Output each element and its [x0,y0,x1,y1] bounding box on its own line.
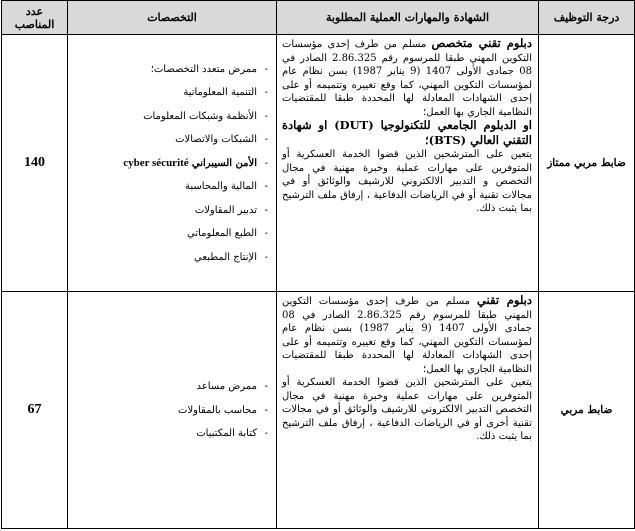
specialty-item [72,180,268,193]
specialty-text: الإنتاج المطبعي [194,251,257,263]
positions-count: 140 [2,35,68,292]
specialty-text: الطبع المعلوماتي [187,228,257,239]
specialty-text: كتابة المكتبيات [196,428,257,439]
specialty-text: التنمية المعلوماتية [183,87,257,98]
specialty-text: الأنظمة وشبكات المعلومات [143,110,257,122]
header-qualifications: الشهادة والمهارات العملية المطلوبة [277,1,539,35]
specialty-item [72,63,268,76]
diploma-title: دبلوم تقني [476,293,532,307]
header-count [2,1,68,35]
specialty-item [72,427,268,440]
qualification-condition: يتعين على المترشحين الذين قضوا الخدمة العسكرية أو المتوفرين على مهارات عملية وخبرة مهنية في مجال التخصص التدبير الالكتروني للارشيف والوثائق أو في مجالات تقنية أخرى أو في الرياضات الدفاعية ، إرفاق ملف الترشيح بما يثبت ذلك. [282,377,532,442]
specialties-cell [68,292,277,529]
table-row [2,35,635,292]
grade-cell: ضابط مربي [539,292,635,529]
specialty-item [72,251,268,264]
specialty-text: تدبير المقاولات [194,204,257,216]
specialties-cell [68,35,277,292]
recruitment-table [1,0,635,529]
specialty-latin-text: cyber sécurité [123,156,189,169]
grade-cell: ضابط مربي ممتاز [539,35,635,292]
specialty-text: محاسب بالمقاولات [178,404,257,416]
specialty-item [72,110,268,123]
diploma-description: مسلم من طرف إحدى مؤسسات التكوين المهني طبقا للمرسوم رقم 2.86.325 الصادر في 08 جمادى الأولى 1407 (9 يناير 1987) بسن نظام عام لمؤسسات التكوين المهني، كما وقع تغييره وتتميمه أو على إحدى الشهادات المعادلة لها المحددة طبقا للمقتضيات النظامية الجاري بها العمل؛ [282,39,532,118]
diploma-description: مسلم من طرف إحدى مؤسسات التكوين المهني طبقا للمرسوم رقم 2.86.325 الصادر في 08 جمادى الأولى 1407 (9 يناير 1987) بسن نظام عام لمؤسسات التكوين المهني، كما وقع تغييره وتتميمه أو على إحدى الشهادات المعادلة لها المحددة طبقا للمقتضيات النظامية الجاري بها العمل؛ [282,296,532,375]
header-count-line1: عدد [25,4,44,18]
qualifications-cell [277,35,539,292]
specialties-list [72,380,268,440]
diploma-title: دبلوم تقني متخصص [431,36,532,50]
specialty-item [72,133,268,146]
specialty-item [72,380,268,393]
qualification-main [282,294,532,376]
specialty-item [72,86,268,99]
specialty-text: المالية والمحاسبة [185,181,257,192]
qualification-condition: يتعين على المترشحين الذين قضوا الخدمة العسكرية أو المتوفرين على مهارات عملية وخبرة مهنية في مجال التخصص و التدبير الالكتروني للارشيف والوثائق أو في مجالات تقنية أو في الرياضات الدفاعية ، إرفاق ملف الترشيح بما يثبت ذلك. [282,149,532,214]
specialty-text: الأمن السيبراني [191,157,257,169]
specialty-text: ممرض متعدد التخصصات؛ [150,63,257,75]
header-specialties: التخصصات [68,1,277,35]
specialties-list [72,63,268,264]
specialty-text: ممرض مساعد [196,381,257,392]
header-row [2,1,635,35]
header-grade: درجة التوظيف [539,1,635,35]
qualifications-cell [277,292,539,529]
specialty-item [72,227,268,240]
qualification-main [282,37,532,119]
header-count-line2: المناصب [14,17,55,31]
specialty-item [72,204,268,217]
specialty-item [72,157,268,170]
positions-count: 67 [2,292,68,529]
specialty-item [72,404,268,417]
alternative-diplomas: او الدبلوم الجامعي للتكنولوجيا (DUT) او شهادة التقني العالي (BTS)؛ [282,118,532,147]
table-row [2,292,635,529]
qualification-alternative [282,119,532,148]
specialty-text: الشبكات والاتصالات [175,134,257,145]
